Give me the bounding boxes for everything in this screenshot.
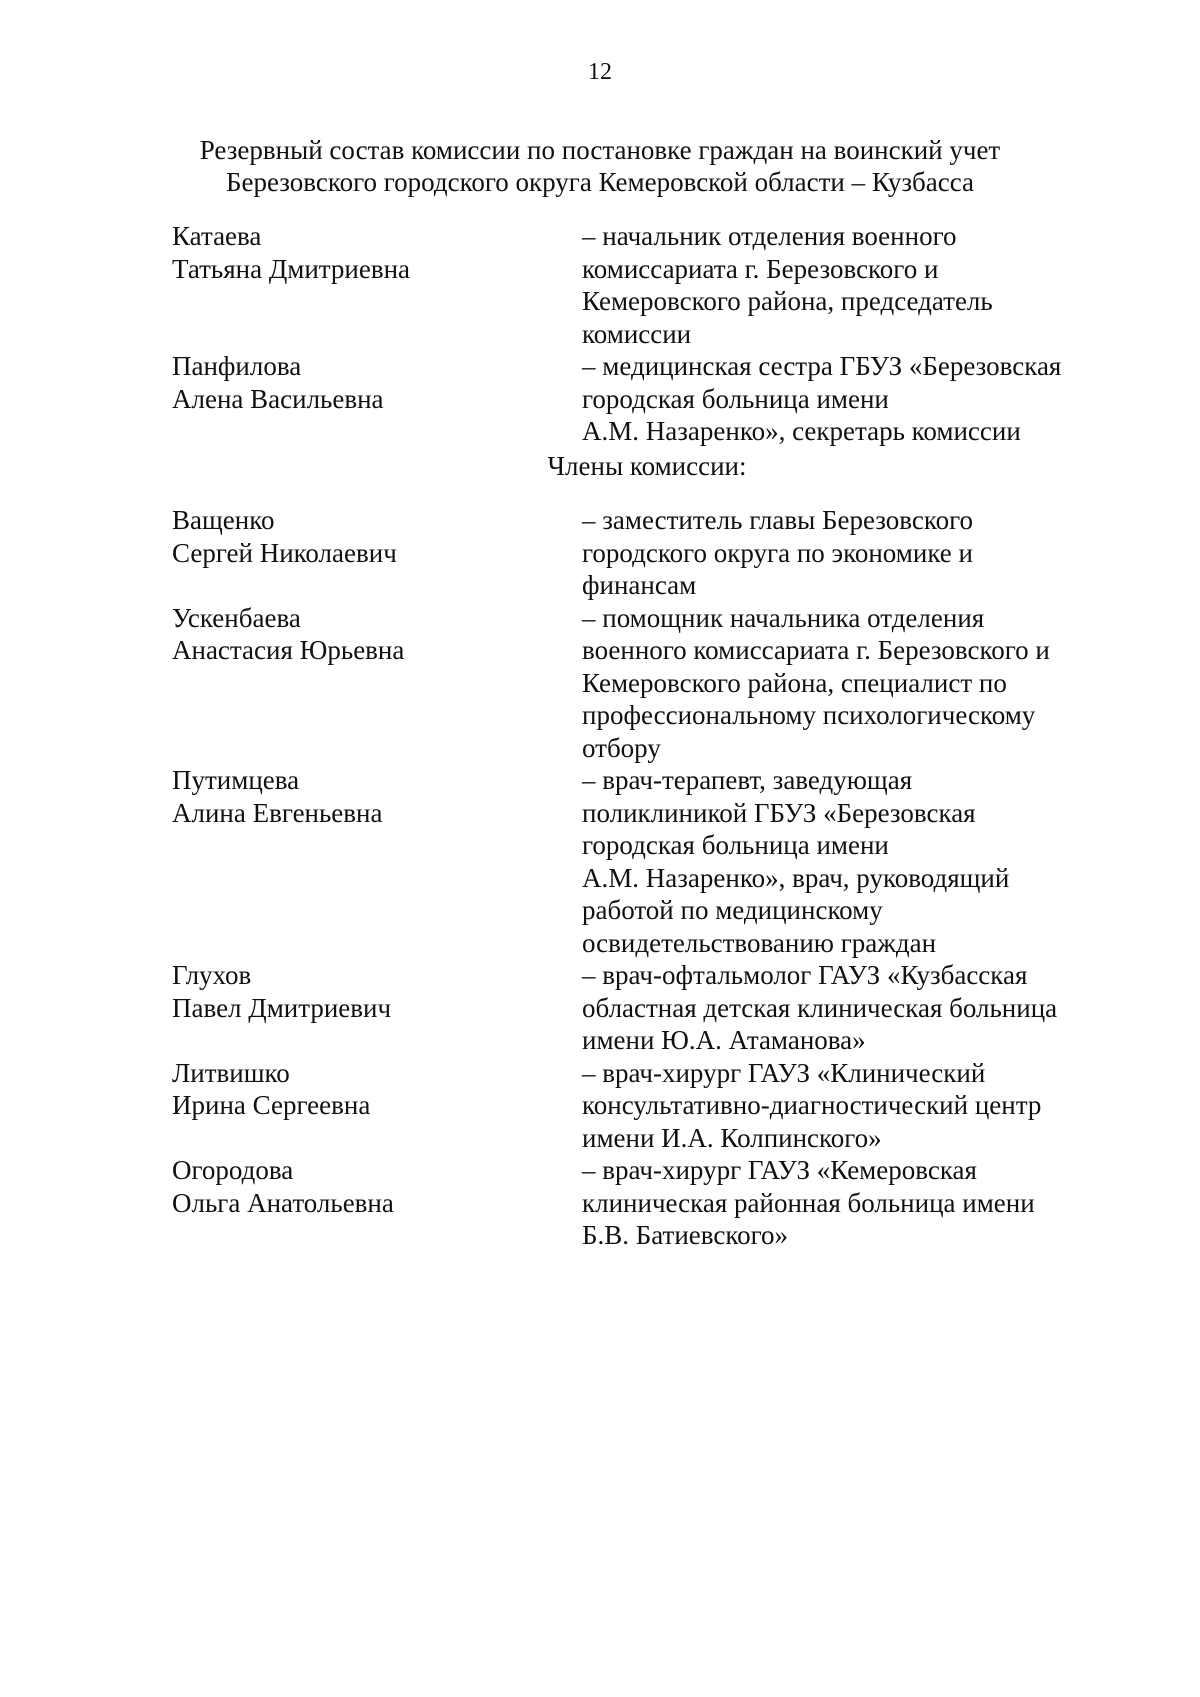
member-surname: Путимцева <box>172 765 300 795</box>
role-line: Кемеровского района, специалист по <box>582 667 1007 698</box>
roster-entry-member <box>172 764 1132 959</box>
member-role <box>582 1154 1092 1252</box>
roster-entry-member <box>172 959 1132 1057</box>
member-surname: Огородова <box>172 1155 294 1185</box>
role-line: – начальник отделения военного <box>582 221 957 251</box>
commission-roster <box>172 220 1132 1252</box>
role-line: городская больница имени <box>582 830 889 860</box>
member-role <box>582 350 1092 448</box>
role-line: финансам <box>582 570 697 600</box>
role-line: – помощник начальника отделения <box>582 602 985 633</box>
role-line: поликлиникой ГБУЗ «Березовская <box>582 797 976 828</box>
role-line: городского округа по экономике и <box>582 537 973 568</box>
page-number: 12 <box>588 59 612 85</box>
member-surname: Глухов <box>172 960 252 990</box>
member-name <box>172 220 582 350</box>
member-surname: Панфилова <box>172 351 302 381</box>
member-role <box>582 764 1092 959</box>
role-line: имени Ю.А. Атаманова» <box>582 1025 866 1055</box>
role-line: освидетельствованию граждан <box>582 927 937 958</box>
role-line: – заместитель главы Березовского <box>582 505 974 535</box>
roster-entry-chairman <box>172 220 1132 350</box>
member-given-names: Алина Евгеньевна <box>172 797 383 828</box>
member-role <box>582 602 1092 765</box>
role-line: – врач-терапевт, заведующая <box>582 765 913 795</box>
member-surname: Литвишко <box>172 1057 290 1088</box>
role-line: – врач-офтальмолог ГАУЗ «Кузбасская <box>582 960 1028 990</box>
role-line: – врач-хирург ГАУЗ «Клинический <box>582 1057 986 1088</box>
role-line: имени И.А. Колпинского» <box>582 1122 882 1153</box>
member-role <box>582 504 1092 602</box>
member-name <box>172 1154 582 1252</box>
member-name <box>172 1057 582 1155</box>
member-given-names: Ольга Анатольевна <box>172 1187 394 1218</box>
member-given-names: Татьяна Дмитриевна <box>172 253 411 284</box>
role-line: областная детская клиническая больница <box>582 992 1058 1023</box>
member-role <box>582 959 1092 1057</box>
roster-entry-member <box>172 504 1132 602</box>
role-line: комиссии <box>582 318 692 349</box>
member-given-names: Алена Васильевна <box>172 383 384 414</box>
role-line: отбору <box>582 732 661 763</box>
role-line: городская больница имени <box>582 383 889 414</box>
role-line: Б.В. Батиевского» <box>582 1220 789 1250</box>
role-line: консультативно-диагностический центр <box>582 1090 1042 1120</box>
role-line: работой по медицинскому <box>582 895 883 925</box>
role-line: – врач-хирург ГАУЗ «Кемеровская <box>582 1155 977 1185</box>
role-line: военного комиссариата г. Березовского и <box>582 635 1050 665</box>
role-line: Кемеровского района, председатель <box>582 286 993 316</box>
member-name <box>172 350 582 448</box>
member-given-names: Павел Дмитриевич <box>172 992 392 1023</box>
members-heading: Члены комиссии: <box>547 450 747 481</box>
roster-entry-member <box>172 602 1132 765</box>
member-name <box>172 959 582 1057</box>
roster-entry-member <box>172 1154 1132 1252</box>
member-name <box>172 504 582 602</box>
roster-entry-member <box>172 1057 1132 1155</box>
title-line: Резервный состав комиссии по постановке граждан на воинский учет <box>199 135 1001 165</box>
document-title <box>150 134 1050 198</box>
member-role <box>582 220 1092 350</box>
role-line: комиссариата г. Березовского и <box>582 253 939 284</box>
member-name <box>172 764 582 959</box>
member-role <box>582 1057 1092 1155</box>
role-line: профессиональному психологическому <box>582 700 1036 730</box>
member-surname: Ускенбаева <box>172 602 301 633</box>
member-given-names: Ирина Сергеевна <box>172 1090 371 1120</box>
member-surname: Катаева <box>172 221 262 251</box>
roster-entry-secretary <box>172 350 1132 448</box>
member-name <box>172 602 582 765</box>
role-line: А.М. Назаренко», врач, руководящий <box>582 862 1010 893</box>
role-line: клиническая районная больница имени <box>582 1187 1035 1218</box>
role-line: А.М. Назаренко», секретарь комиссии <box>582 416 1021 446</box>
member-given-names: Анастасия Юрьевна <box>172 635 405 665</box>
member-given-names: Сергей Николаевич <box>172 537 397 568</box>
role-line: – медицинская сестра ГБУЗ «Березовская <box>582 351 1062 381</box>
title-line: Березовского городского округа Кемеровской области – Кузбасса <box>225 167 975 197</box>
member-surname: Ващенко <box>172 505 275 535</box>
